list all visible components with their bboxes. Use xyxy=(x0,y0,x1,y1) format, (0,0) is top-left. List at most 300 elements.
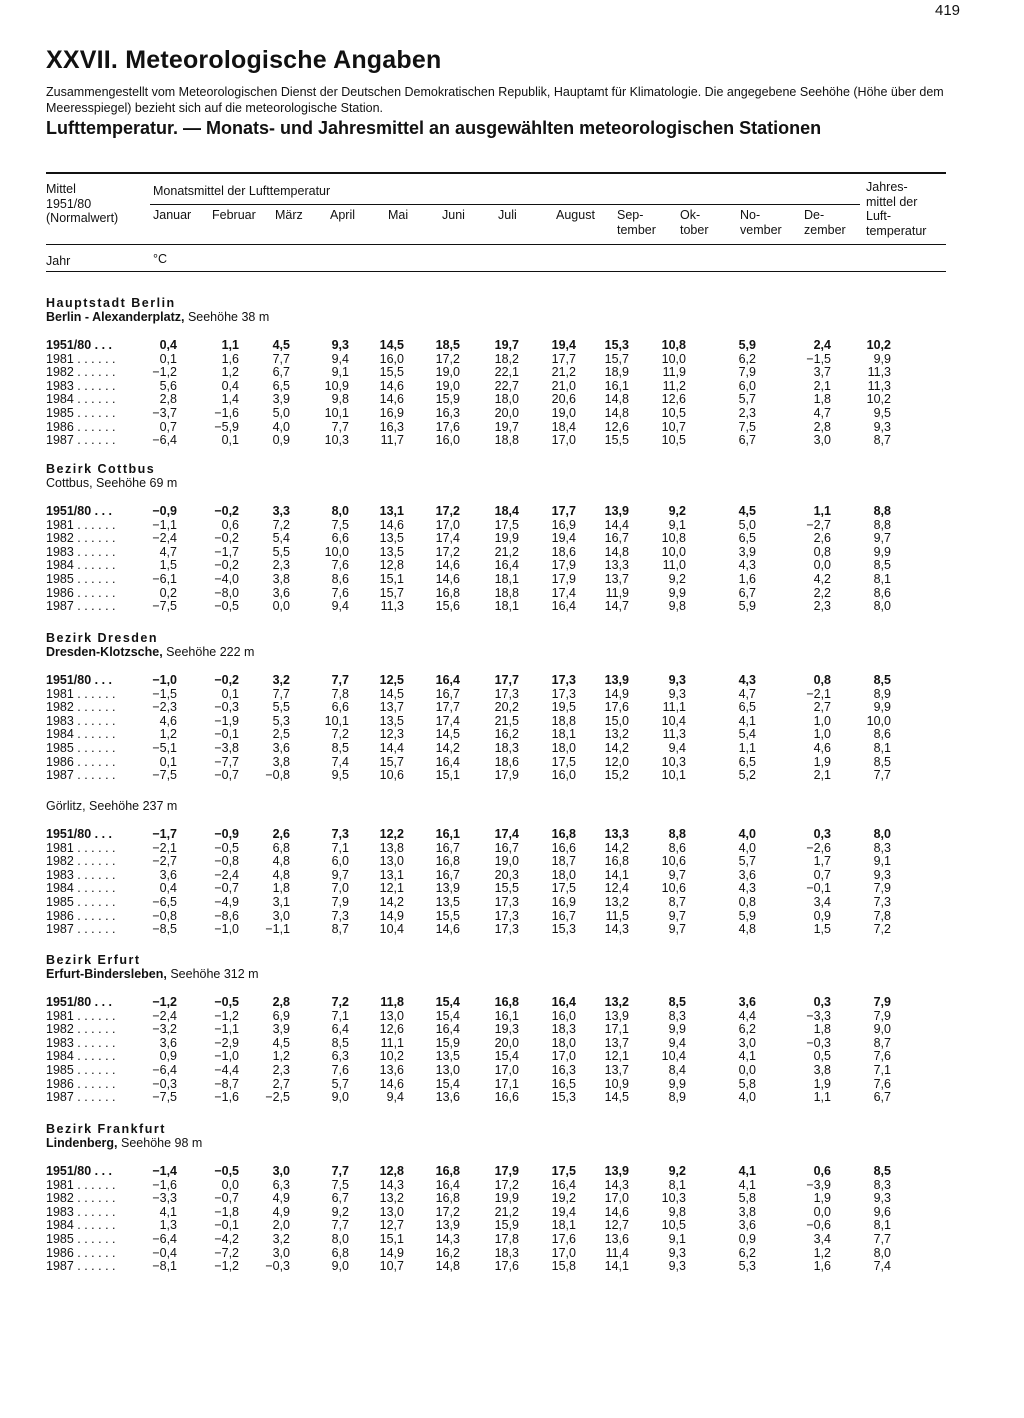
month-value-cell: −1,0 xyxy=(214,1049,239,1064)
month-value-cell: 3,9 xyxy=(738,544,756,559)
table-row xyxy=(46,1036,946,1050)
annual-mean-cell: 9,3 xyxy=(873,419,891,434)
header-annual-line3: Luft- xyxy=(866,209,892,223)
month-value-cell: −7,5 xyxy=(152,1090,177,1105)
month-value-cell: 4,5 xyxy=(272,338,290,352)
month-value-cell: 5,2 xyxy=(738,768,756,783)
month-value-cell: 1,5 xyxy=(813,922,831,937)
header-month-line1: No- xyxy=(740,208,761,222)
month-value-cell: 7,5 xyxy=(738,419,756,434)
month-value-cell: 16,4 xyxy=(551,1177,576,1192)
month-value-cell: 14,6 xyxy=(379,392,404,407)
station-name: Erfurt-Bindersleben, xyxy=(46,967,167,981)
month-value-cell: −0,2 xyxy=(214,504,239,518)
month-value-cell: 15,9 xyxy=(435,1035,460,1050)
station-elevation: Görlitz, Seehöhe 237 m xyxy=(46,799,178,813)
month-value-cell: 10,0 xyxy=(661,351,686,366)
month-value-cell: 15,7 xyxy=(604,351,629,366)
month-value-cell: 7,6 xyxy=(331,1063,349,1077)
month-value-cell: 12,8 xyxy=(379,558,404,573)
month-value-cell: 14,6 xyxy=(379,517,404,532)
month-value-cell: −0,1 xyxy=(806,881,831,896)
month-value-cell: 10,9 xyxy=(324,378,349,393)
table-row xyxy=(46,586,946,600)
month-value-cell: 14,9 xyxy=(379,908,404,923)
month-value-cell: 19,0 xyxy=(435,365,460,380)
month-value-cell: 2,3 xyxy=(272,1063,290,1077)
table-row xyxy=(46,1246,946,1260)
month-value-cell: 15,9 xyxy=(494,1218,519,1233)
month-value-cell: 15,7 xyxy=(379,754,404,769)
month-value-cell: 16,7 xyxy=(604,531,629,546)
month-value-cell: 3,6 xyxy=(272,585,290,600)
month-value-cell: 10,3 xyxy=(661,1191,686,1206)
row-year: 1983 . . . . . . xyxy=(46,1204,116,1219)
month-value-cell: 12,6 xyxy=(661,392,686,407)
row-year: 1983 . . . . . . xyxy=(46,713,116,728)
month-value-cell: 4,8 xyxy=(272,854,290,869)
month-value-cell: 13,9 xyxy=(435,881,460,896)
station-elevation: Seehöhe 98 m xyxy=(117,1136,203,1150)
month-value-cell: 1,9 xyxy=(813,1191,831,1206)
header-month xyxy=(275,208,303,223)
month-value-cell: 20,3 xyxy=(494,867,519,882)
month-value-cell: 17,8 xyxy=(494,1232,519,1246)
row-year: 1986 . . . . . . xyxy=(46,1076,116,1091)
row-year: 1981 . . . . . . xyxy=(46,1177,116,1192)
month-value-cell: 5,8 xyxy=(738,1191,756,1206)
month-value-cell: 19,2 xyxy=(551,1191,576,1206)
month-value-cell: 13,5 xyxy=(435,1049,460,1064)
header-annual-label xyxy=(866,180,926,238)
month-value-cell: 15,7 xyxy=(379,585,404,600)
month-value-cell: 15,4 xyxy=(435,1008,460,1023)
annual-mean-cell: 8,5 xyxy=(873,558,891,573)
month-value-cell: 18,0 xyxy=(551,1035,576,1050)
month-value-cell: 16,0 xyxy=(551,768,576,783)
month-value-cell: 11,5 xyxy=(605,908,629,923)
month-value-cell: 8,5 xyxy=(331,1035,349,1050)
month-value-cell: 5,8 xyxy=(738,1076,756,1091)
month-value-cell: 10,3 xyxy=(661,754,686,769)
annual-mean-cell: 7,1 xyxy=(873,1063,891,1077)
row-year: 1981 . . . . . . xyxy=(46,686,116,701)
month-value-cell: 15,5 xyxy=(604,433,629,448)
row-year: 1984 . . . . . . xyxy=(46,1049,116,1064)
table-row xyxy=(46,687,946,701)
month-value-cell: 16,3 xyxy=(551,1063,576,1077)
month-value-cell: 19,4 xyxy=(551,1204,576,1219)
annual-mean-cell: 8,6 xyxy=(873,585,891,600)
month-value-cell: 9,4 xyxy=(331,351,349,366)
annual-mean-cell: 9,9 xyxy=(873,351,891,366)
month-value-cell: 2,8 xyxy=(159,392,177,407)
month-value-cell: 13,2 xyxy=(604,995,629,1009)
month-value-cell: 13,6 xyxy=(435,1090,460,1105)
annual-mean-cell: 10,2 xyxy=(866,338,891,352)
month-value-cell: 2,1 xyxy=(813,768,831,783)
month-value-cell: 15,9 xyxy=(435,392,460,407)
month-value-cell: 3,2 xyxy=(272,673,290,687)
month-value-cell: 12,3 xyxy=(379,727,404,742)
month-value-cell: 19,9 xyxy=(494,531,519,546)
month-value-cell: 6,8 xyxy=(331,1245,349,1260)
month-value-cell: 1,6 xyxy=(221,351,239,366)
row-year: 1983 . . . . . . xyxy=(46,544,116,559)
header-month-line1: März xyxy=(275,208,303,222)
month-value-cell: −1,2 xyxy=(152,995,177,1009)
month-value-cell: −0,5 xyxy=(214,599,239,614)
month-value-cell: 7,6 xyxy=(331,585,349,600)
month-value-cell: 12,1 xyxy=(604,1049,629,1064)
month-value-cell: 7,7 xyxy=(331,1218,349,1233)
header-annual-line2: mittel der xyxy=(866,194,918,209)
district-heading: Bezirk Erfurt xyxy=(46,953,141,967)
header-month xyxy=(617,208,656,237)
row-year: 1982 . . . . . . xyxy=(46,1191,116,1206)
month-value-cell: 3,8 xyxy=(272,754,290,769)
month-value-cell: 17,9 xyxy=(551,558,576,573)
month-value-cell: 8,0 xyxy=(331,1232,349,1246)
row-year: 1983 . . . . . . xyxy=(46,378,116,393)
month-value-cell: 17,4 xyxy=(435,531,460,546)
header-month xyxy=(388,208,408,223)
month-value-cell: 14,6 xyxy=(379,1076,404,1091)
month-value-cell: 18,8 xyxy=(551,713,576,728)
month-value-cell: 13,9 xyxy=(604,504,629,518)
month-value-cell: 13,8 xyxy=(379,840,404,855)
month-value-cell: 3,9 xyxy=(272,1022,290,1037)
month-value-cell: 7,5 xyxy=(331,517,349,532)
table-row xyxy=(46,1191,946,1205)
month-value-cell: 9,4 xyxy=(386,1090,404,1105)
month-value-cell: 18,1 xyxy=(551,1218,576,1233)
header-month xyxy=(330,208,355,223)
annual-mean-cell: 8,8 xyxy=(873,517,891,532)
month-value-cell: −0,2 xyxy=(214,558,239,573)
month-value-cell: 9,0 xyxy=(331,1090,349,1105)
annual-mean-cell: 8,1 xyxy=(873,572,891,586)
annual-mean-cell: 7,9 xyxy=(873,881,891,896)
row-year: 1986 . . . . . . xyxy=(46,419,116,434)
header-mean-line2: 1951/80 xyxy=(46,196,92,211)
month-value-cell: −7,5 xyxy=(152,599,177,614)
month-value-cell: 2,6 xyxy=(813,531,831,546)
month-value-cell: 17,9 xyxy=(551,572,576,586)
header-month-line1: Ok- xyxy=(680,208,701,222)
row-year: 1987 . . . . . . xyxy=(46,1090,116,1105)
month-value-cell: 17,3 xyxy=(551,686,576,701)
month-value-cell: 13,7 xyxy=(379,700,404,715)
station-section xyxy=(46,462,946,622)
month-value-cell: 8,9 xyxy=(668,1090,686,1105)
month-value-cell: 18,6 xyxy=(551,544,576,559)
month-value-cell: −1,9 xyxy=(214,713,239,728)
month-value-cell: −2,1 xyxy=(152,840,177,855)
month-value-cell: 14,3 xyxy=(379,1177,404,1192)
annual-mean-cell: 8,0 xyxy=(873,599,891,614)
month-value-cell: 3,8 xyxy=(272,572,290,586)
month-value-cell: −0,3 xyxy=(214,700,239,715)
station-name: Lindenberg, xyxy=(46,1136,118,1150)
month-value-cell: 8,6 xyxy=(331,572,349,586)
month-value-cell: 1,1 xyxy=(221,338,239,352)
month-value-cell: 16,8 xyxy=(435,585,460,600)
month-value-cell: 17,2 xyxy=(435,351,460,366)
month-value-cell: 4,6 xyxy=(813,741,831,755)
month-value-cell: 10,8 xyxy=(661,338,686,352)
month-value-cell: 18,3 xyxy=(494,1245,519,1260)
month-value-cell: 14,8 xyxy=(604,544,629,559)
month-value-cell: 5,0 xyxy=(738,517,756,532)
table-row xyxy=(46,545,946,559)
table-row xyxy=(46,895,946,909)
header-top-rule xyxy=(46,172,946,174)
table-row xyxy=(46,673,946,687)
month-value-cell: 7,7 xyxy=(331,673,349,687)
row-year: 1984 . . . . . . xyxy=(46,392,116,407)
table-row xyxy=(46,714,946,728)
month-value-cell: 7,1 xyxy=(331,840,349,855)
month-value-cell: −1,2 xyxy=(152,365,177,380)
month-value-cell: 10,5 xyxy=(661,406,686,420)
row-year: 1985 . . . . . . xyxy=(46,572,116,586)
station-heading xyxy=(46,310,269,324)
month-value-cell: 6,7 xyxy=(331,1191,349,1206)
month-value-cell: 5,3 xyxy=(272,713,290,728)
table-row xyxy=(46,1009,946,1023)
month-value-cell: −8,1 xyxy=(152,1259,177,1274)
header-month xyxy=(498,208,517,223)
month-value-cell: 4,8 xyxy=(738,922,756,937)
month-value-cell: 0,8 xyxy=(738,895,756,909)
month-value-cell: 14,2 xyxy=(379,895,404,909)
month-value-cell: 18,7 xyxy=(551,854,576,869)
month-value-cell: 5,4 xyxy=(738,727,756,742)
month-value-cell: 14,3 xyxy=(435,1232,460,1246)
month-value-cell: 17,2 xyxy=(435,1204,460,1219)
month-value-cell: 13,5 xyxy=(435,895,460,909)
month-value-cell: −8,7 xyxy=(214,1076,239,1091)
annual-mean-cell: 7,9 xyxy=(873,1008,891,1023)
row-year: 1981 . . . . . . xyxy=(46,351,116,366)
month-value-cell: 2,4 xyxy=(813,338,831,352)
row-year: 1982 . . . . . . xyxy=(46,700,116,715)
month-value-cell: 16,8 xyxy=(435,1164,460,1178)
month-value-cell: 3,6 xyxy=(272,741,290,755)
month-value-cell: −4,0 xyxy=(214,572,239,586)
month-value-cell: 15,1 xyxy=(379,1232,404,1246)
month-value-cell: 2,6 xyxy=(272,827,290,841)
month-value-cell: 17,3 xyxy=(494,895,519,909)
month-value-cell: 7,2 xyxy=(331,727,349,742)
month-value-cell: 3,6 xyxy=(738,995,756,1009)
month-value-cell: 9,7 xyxy=(668,908,686,923)
month-value-cell: 0,9 xyxy=(272,433,290,448)
month-value-cell: 16,6 xyxy=(551,840,576,855)
month-value-cell: 7,7 xyxy=(272,686,290,701)
month-value-cell: −6,1 xyxy=(152,572,177,586)
row-year: 1985 . . . . . . xyxy=(46,895,116,909)
month-value-cell: 3,1 xyxy=(272,895,290,909)
annual-mean-cell: 7,9 xyxy=(873,995,891,1009)
month-value-cell: 15,1 xyxy=(435,768,460,783)
month-value-cell: 5,7 xyxy=(331,1076,349,1091)
month-value-cell: −4,4 xyxy=(214,1063,239,1077)
table-row xyxy=(46,558,946,572)
month-value-cell: −7,7 xyxy=(214,754,239,769)
row-year: 1987 . . . . . . xyxy=(46,922,116,937)
month-value-cell: −0,8 xyxy=(152,908,177,923)
month-value-cell: −5,1 xyxy=(152,741,177,755)
row-year: 1951/80 . . . xyxy=(46,1164,113,1178)
month-value-cell: 13,0 xyxy=(379,1204,404,1219)
month-value-cell: 1,7 xyxy=(813,854,831,869)
month-value-cell: −4,2 xyxy=(214,1232,239,1246)
month-value-cell: 8,6 xyxy=(668,840,686,855)
month-value-cell: 16,4 xyxy=(435,673,460,687)
month-value-cell: 19,0 xyxy=(551,406,576,420)
month-value-cell: 22,7 xyxy=(494,378,519,393)
month-value-cell: 4,6 xyxy=(159,713,177,728)
month-value-cell: 11,8 xyxy=(380,995,404,1009)
month-value-cell: 9,0 xyxy=(331,1259,349,1274)
month-value-cell: 0,0 xyxy=(272,599,290,614)
month-value-cell: −2,6 xyxy=(806,840,831,855)
month-value-cell: 17,6 xyxy=(551,1232,576,1246)
month-value-cell: 12,0 xyxy=(604,754,629,769)
station-heading xyxy=(46,476,177,490)
month-value-cell: 15,2 xyxy=(604,768,629,783)
month-value-cell: 8,0 xyxy=(331,504,349,518)
month-value-cell: 1,1 xyxy=(813,1090,831,1105)
table-row xyxy=(46,1259,946,1273)
chapter-title: XXVII. Meteorologische Angaben xyxy=(46,46,442,74)
month-value-cell: 6,6 xyxy=(331,531,349,546)
month-value-cell: 10,4 xyxy=(661,713,686,728)
month-value-cell: 0,7 xyxy=(159,419,177,434)
month-value-cell: 1,2 xyxy=(221,365,239,380)
row-year: 1982 . . . . . . xyxy=(46,531,116,546)
month-value-cell: 0,0 xyxy=(738,1063,756,1077)
month-value-cell: 6,9 xyxy=(272,1008,290,1023)
month-value-cell: −1,0 xyxy=(214,922,239,937)
month-value-cell: 4,2 xyxy=(813,572,831,586)
station-heading xyxy=(46,1136,202,1150)
month-value-cell: 17,6 xyxy=(604,700,629,715)
month-value-cell: −0,8 xyxy=(265,768,290,783)
table-row xyxy=(46,1022,946,1036)
month-value-cell: 21,2 xyxy=(551,365,576,380)
month-value-cell: 10,3 xyxy=(324,433,349,448)
month-value-cell: −2,4 xyxy=(152,531,177,546)
month-value-cell: 4,0 xyxy=(738,1090,756,1105)
month-value-cell: 12,4 xyxy=(604,881,629,896)
month-value-cell: 1,9 xyxy=(813,754,831,769)
month-value-cell: 0,1 xyxy=(221,433,239,448)
header-unit: °C xyxy=(153,252,168,266)
table-row xyxy=(46,433,946,447)
month-value-cell: 17,5 xyxy=(551,1164,576,1178)
month-value-cell: 18,5 xyxy=(435,338,460,352)
annual-mean-cell: 8,8 xyxy=(873,504,891,518)
month-value-cell: 16,0 xyxy=(551,1008,576,1023)
month-value-cell: 4,4 xyxy=(738,1008,756,1023)
month-value-cell: 9,2 xyxy=(331,1204,349,1219)
table-row xyxy=(46,827,946,841)
month-value-cell: 17,0 xyxy=(551,433,576,448)
month-value-cell: −1,7 xyxy=(214,544,239,559)
month-value-cell: 14,8 xyxy=(604,392,629,407)
month-value-cell: 12,1 xyxy=(379,881,404,896)
table-row xyxy=(46,392,946,406)
month-value-cell: 4,7 xyxy=(738,686,756,701)
table-row xyxy=(46,854,946,868)
page-number: 419 xyxy=(935,2,961,19)
annual-mean-cell: 11,3 xyxy=(867,378,891,393)
month-value-cell: 5,3 xyxy=(738,1259,756,1274)
month-value-cell: 1,0 xyxy=(813,727,831,742)
month-value-cell: 19,7 xyxy=(494,419,519,434)
month-value-cell: −6,5 xyxy=(152,895,177,909)
month-value-cell: 14,4 xyxy=(604,517,629,532)
annual-mean-cell: 9,5 xyxy=(873,406,891,420)
month-value-cell: 9,3 xyxy=(331,338,349,352)
month-value-cell: 10,1 xyxy=(661,768,686,783)
annual-mean-cell: 10,0 xyxy=(866,713,891,728)
month-value-cell: 16,2 xyxy=(435,1245,460,1260)
month-value-cell: 5,0 xyxy=(272,406,290,420)
month-value-cell: −3,7 xyxy=(152,406,177,420)
table-row xyxy=(46,572,946,586)
month-value-cell: 3,6 xyxy=(159,867,177,882)
month-value-cell: 14,9 xyxy=(379,1245,404,1260)
month-value-cell: 13,3 xyxy=(604,827,629,841)
table-row xyxy=(46,700,946,714)
month-value-cell: 17,9 xyxy=(494,1164,519,1178)
month-value-cell: 4,7 xyxy=(813,406,831,420)
month-value-cell: 4,1 xyxy=(738,1164,756,1178)
month-value-cell: 16,7 xyxy=(435,686,460,701)
month-value-cell: 10,1 xyxy=(324,713,349,728)
annual-mean-cell: 8,7 xyxy=(873,433,891,448)
header-mean-label xyxy=(46,182,118,226)
month-value-cell: −3,2 xyxy=(152,1022,177,1037)
month-value-cell: 9,5 xyxy=(331,768,349,783)
month-value-cell: 0,0 xyxy=(813,1204,831,1219)
month-value-cell: 13,2 xyxy=(604,727,629,742)
month-value-cell: −1,5 xyxy=(152,686,177,701)
month-value-cell: 12,6 xyxy=(379,1022,404,1037)
header-month-line1: Juli xyxy=(498,208,517,222)
month-value-cell: 6,5 xyxy=(272,378,290,393)
month-value-cell: −0,9 xyxy=(152,504,177,518)
table-row xyxy=(46,841,946,855)
month-value-cell: −7,5 xyxy=(152,768,177,783)
month-value-cell: −3,3 xyxy=(152,1191,177,1206)
month-value-cell: −6,4 xyxy=(152,433,177,448)
row-year: 1986 . . . . . . xyxy=(46,585,116,600)
row-year: 1981 . . . . . . xyxy=(46,1008,116,1023)
month-value-cell: −2,4 xyxy=(152,1008,177,1023)
header-month-line2: tember xyxy=(617,222,656,237)
month-value-cell: 4,9 xyxy=(272,1204,290,1219)
month-value-cell: 9,3 xyxy=(668,1259,686,1274)
month-value-cell: 18,4 xyxy=(551,419,576,434)
month-value-cell: 14,6 xyxy=(604,1204,629,1219)
month-value-cell: 3,8 xyxy=(738,1204,756,1219)
month-value-cell: 9,8 xyxy=(331,392,349,407)
